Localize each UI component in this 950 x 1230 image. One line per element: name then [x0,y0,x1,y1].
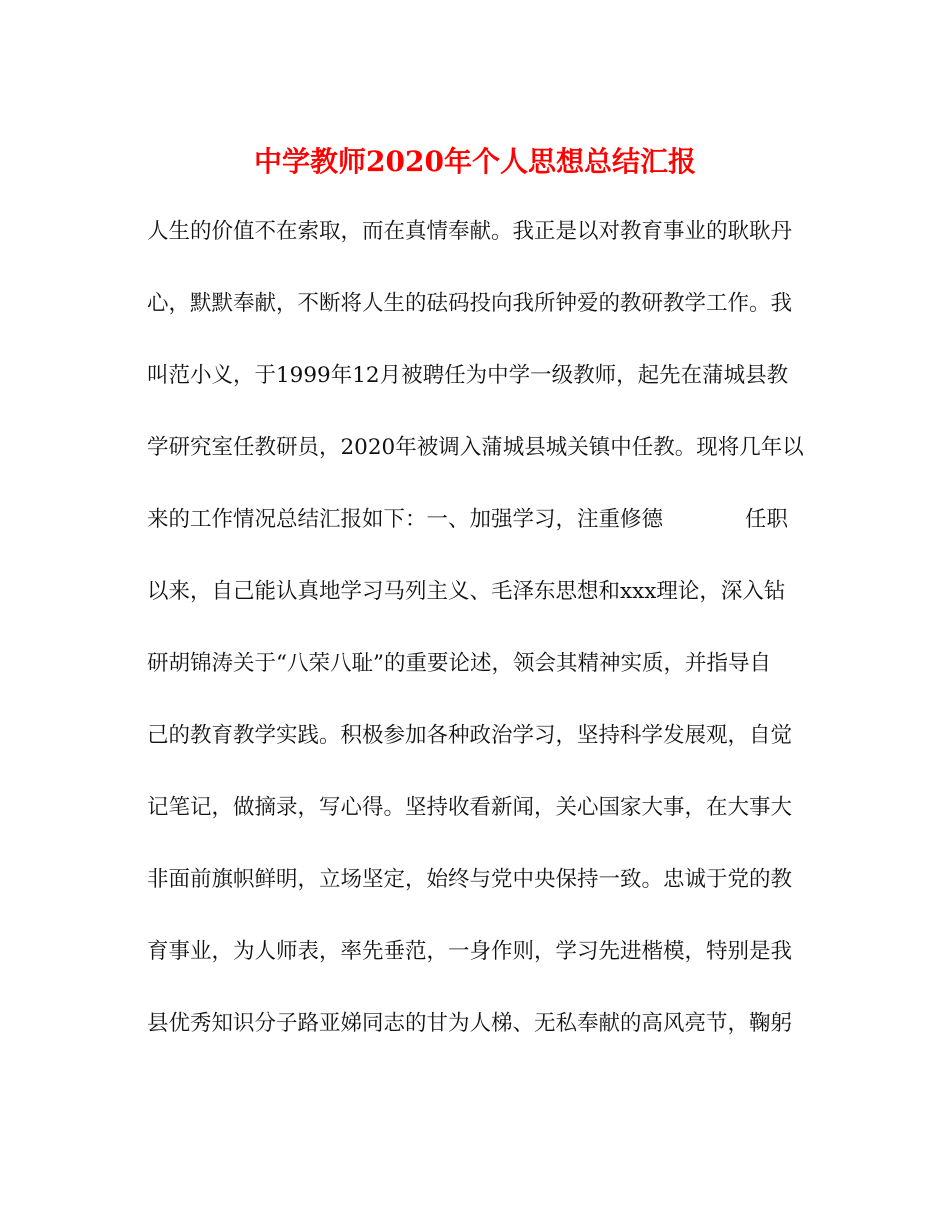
body-line: 记笔记，做摘录，写心得。坚持收看新闻，关心国家大事，在大事大 [147,795,793,820]
body-line: 叫范小义，于1999年12月被聘任为中学一级教师，起先在蒲城县教 [147,363,789,388]
body-line: 县优秀知识分子路亚娣同志的甘为人梯、无私奉献的高风亮节，鞠躬 [147,1011,793,1036]
body-line: 以来，自己能认真地学习马列主义、毛泽东思想和xxx理论，深入钻 [147,579,786,604]
document-body [147,196,807,1060]
body-line: 研胡锦涛关于“八荣八耻”的重要论述，领会其精神实质，并指导自 [147,651,771,676]
document-title: 中学教师2020年个人思想总结汇报 [254,145,696,178]
body-line: 己的教育教学实践。积极参加各种政治学习，坚持科学发展观，自觉 [147,723,793,748]
body-line: 学研究室任教研员，2020年被调入蒲城县城关镇中任教。现将几年以 [147,435,804,460]
body-line: 非面前旗帜鲜明，立场坚定，始终与党中央保持一致。忠诚于党的教 [147,867,793,892]
body-line: 育事业，为人师表，率先垂范，一身作则，学习先进楷模，特别是我 [147,939,793,964]
body-line: 人生的价值不在索取，而在真情奉献。我正是以对教育事业的耿耿丹 [147,219,793,244]
body-line: 心，默默奉献，不断将人生的砝码投向我所钟爱的教研教学工作。我 [147,291,793,316]
body-line: 来的工作情况总结汇报如下：一、加强学习，注重修德 任职 [147,507,789,532]
